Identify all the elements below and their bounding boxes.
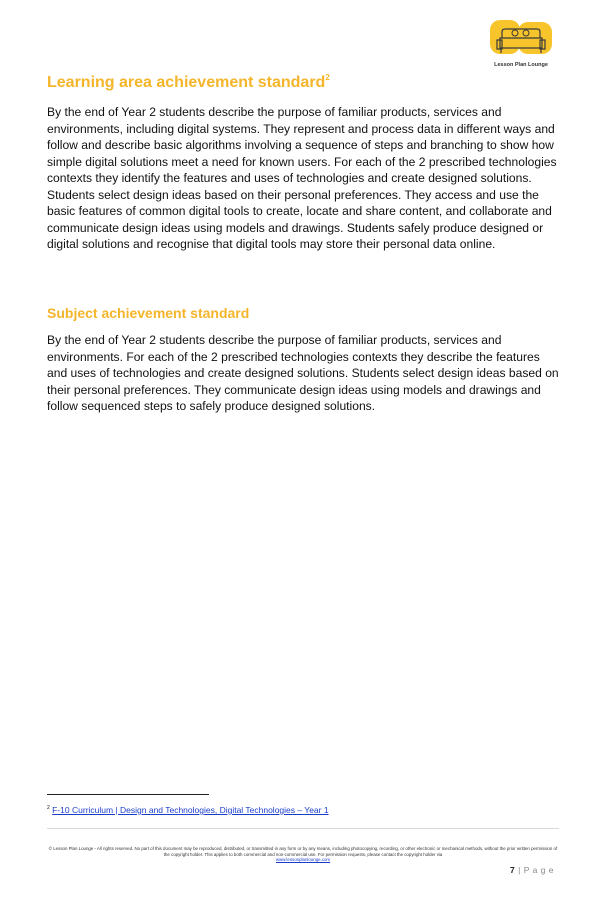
footnote xyxy=(47,805,329,815)
logo xyxy=(486,16,556,72)
sofa-logo-icon xyxy=(488,16,554,60)
footnote-reference[interactable]: 2 xyxy=(325,73,330,82)
copyright-notice xyxy=(47,846,559,863)
footnote-number: 2 xyxy=(47,805,50,811)
subject-paragraph: By the end of Year 2 students describe the purpose of familiar products, services and environments. For each of the 2 prescribed technologies contexts they describe the features and uses of technologies and create designed solutions. Students select design ideas based on their personal preferences. They communicate design ideas using models and drawings and follow sequenced steps to safely produce designed solutions. xyxy=(47,333,559,413)
page-label: P a g e xyxy=(523,865,554,875)
heading-text: Learning area achievement standard xyxy=(47,74,326,91)
learning-area-heading xyxy=(47,74,330,92)
footnote-divider xyxy=(47,794,209,795)
footnote-link[interactable]: F-10 Curriculum | Design and Technologies, Digital Technologies – Year 1 xyxy=(52,805,329,815)
copyright-text: © Lesson Plan Lounge - All rights reserved. No part of this document may be reproduced, distributed, or transmitted in any form or by any means, including photocopying, recording, or other electronic or mechanical methods, without the prior written permission of the copyright holder. This applies to both commercial and non-commercial use. For permission requests, please contact the copyright holder via xyxy=(48,846,558,857)
page-number-value: 7 xyxy=(510,865,516,875)
subject-heading: Subject achievement standard xyxy=(47,305,250,321)
page-number: 7 | P a g e xyxy=(510,865,554,875)
footer-divider xyxy=(47,828,559,829)
website-link[interactable]: www.lessonplanlounge.com xyxy=(275,857,331,863)
learning-area-paragraph: By the end of Year 2 students describe the purpose of familiar products, services and environments, including digital systems. They represent and process data in different ways and follow and describe basic algorithms involving a sequence of steps and branching to show how simple digital solutions meet a need for known users. For each of the 2 prescribed technologies contexts they identify the features and uses of technologies and create designed solutions. Students select design ideas based on their personal preferences. They access and use the basic features of common digital tools to create, locate and share content, and collaborate and communicate design ideas using models and drawings. Students safely produce designed or digital solutions and recognise that digital tools may store their personal data online. xyxy=(47,105,557,251)
logo-text: Lesson Plan Lounge xyxy=(494,62,548,68)
